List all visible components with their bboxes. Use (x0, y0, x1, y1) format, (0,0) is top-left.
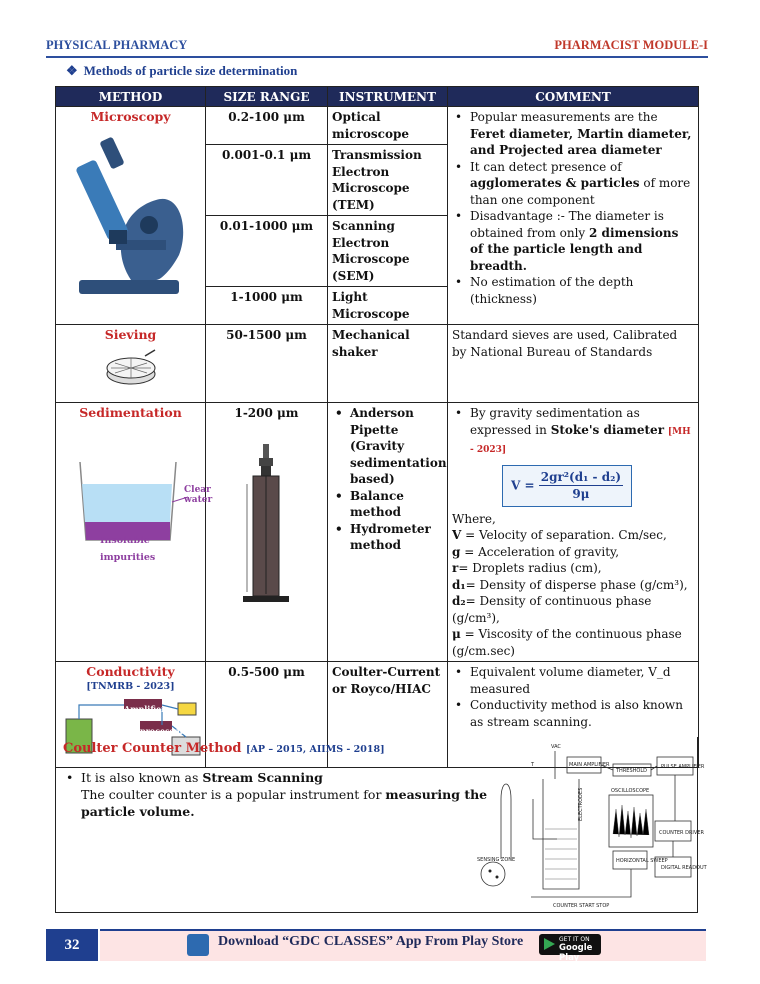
size-range: 1-1000 μm (206, 287, 328, 325)
method-cell-sedimentation (56, 403, 213, 662)
list-item: • By gravity sedimentation as expressed in Stoke's diameter [MH - 2023] (452, 405, 694, 459)
google-play-badge[interactable] (539, 934, 601, 963)
comment-cell (448, 403, 699, 662)
method-cell-microscopy (56, 107, 206, 325)
list-item: • It is also known as Stream Scanning (63, 769, 513, 786)
section-title-text: Methods of particle size determination (83, 63, 298, 78)
definition: g = Acceleration of gravity, (452, 544, 620, 559)
column-header: SIZE RANGE (206, 87, 328, 107)
column-header: INSTRUMENT (328, 87, 448, 107)
coulter-text (63, 769, 513, 820)
size-range: 0.5-500 μm (206, 662, 328, 768)
svg-text:COUNTER DRIVER: COUNTER DRIVER (659, 830, 704, 836)
table-header-row (56, 87, 699, 107)
comment-cell: Standard sieves are used, Calibrated by National Bureau of Standards (448, 325, 699, 403)
size-range: 0.001-0.1 μm (206, 145, 328, 216)
svg-text:OSCILLOSCOPE: OSCILLOSCOPE (611, 788, 650, 794)
andreasen-pipette-icon (237, 444, 297, 604)
instrument: Mechanical shaker (328, 325, 448, 403)
header-rule (46, 56, 708, 58)
instrument-cell (328, 403, 448, 662)
list-item: • It can detect presence of agglomerates & particles of more than one component (452, 159, 694, 209)
size-range: 1-200 μm (234, 406, 299, 420)
badge-big-text: Google Play (559, 943, 593, 963)
method-name: Conductivity (86, 664, 175, 679)
definition: d₁= Density of disperse phase (g/cm³), (452, 577, 688, 592)
instrument: Optical microscope (328, 107, 448, 145)
coulter-description: The coulter counter is a popular instrument for measuring the particle volume. (81, 787, 488, 819)
instrument: Scanning Electron Microscope (SEM) (328, 216, 448, 287)
method-cell-sieving (56, 325, 206, 403)
svg-text:PULSE AMPLIFIER: PULSE AMPLIFIER (661, 764, 705, 770)
reference-tag: [TNMRB - 2023] (86, 680, 175, 692)
definition: V = Velocity of separation. Cm/sec, (452, 528, 667, 542)
page-number: 32 (46, 929, 98, 961)
svg-text:HORIZONTAL SWEEP: HORIZONTAL SWEEP (616, 858, 668, 864)
processor-label: processor (140, 726, 184, 736)
list-item: • Popular measurements are the Feret diameter, Martin diameter, and Projected area diameter (452, 109, 694, 159)
method-name: Sieving (104, 327, 157, 342)
svg-text:T: T (531, 762, 535, 768)
svg-text:ELECTRODES: ELECTRODES (578, 787, 584, 821)
badge-small-text: GET IT ON (559, 936, 590, 943)
svg-text:VAC: VAC (551, 744, 561, 750)
svg-text:SENSING ZONE: SENSING ZONE (477, 857, 516, 863)
comment-cell (448, 107, 699, 325)
running-header-left: PHYSICAL PHARMACY (46, 38, 188, 52)
beaker-label-insoluble: Insoluble impurities (100, 535, 156, 563)
method-name: Microscopy (90, 109, 171, 124)
table-row (56, 403, 699, 662)
definition: r= Droplets radius (cm), (452, 561, 602, 575)
methods-table (55, 86, 699, 768)
column-header: COMMENT (448, 87, 699, 107)
gdc-app-icon (187, 934, 209, 956)
sieve-icon (101, 348, 161, 394)
stokes-formula: V = $\frac{\text{2gr²(d₁ - d₂)}}{9\mu}$ (502, 465, 632, 507)
svg-text:THRESHOLD: THRESHOLD (616, 768, 647, 774)
size-range: 0.01-1000 μm (206, 216, 328, 287)
definition: μ = Viscosity of the continuous phase (g/cm.sec) (452, 627, 682, 658)
diamond-bullet-icon: ❖ (66, 63, 78, 78)
where-label: Where, (452, 511, 496, 526)
list-item: • No estimation of the depth (thickness) (452, 274, 694, 307)
microscope-icon (61, 130, 201, 300)
definition: d₂= Density of continuous phase (g/cm³), (452, 594, 652, 625)
table-row (56, 325, 699, 403)
beaker-label-clear: Clear water (184, 485, 213, 505)
instrument: Coulter-Current or Royco/HIAC (328, 662, 448, 768)
size-range: 50-1500 μm (206, 325, 328, 403)
list-item: • Balance method (332, 488, 443, 521)
list-item: • Equivalent volume diameter, V_d measured (452, 664, 694, 697)
footer-download-text: Download “GDC CLASSES” App From Play Store (218, 934, 524, 949)
instrument: Transmission Electron Microscope (TEM) (328, 145, 448, 216)
svg-text:COUNTER START STOP: COUNTER START STOP (553, 903, 610, 909)
coulter-counter-diagram (471, 739, 707, 909)
instrument: Light Microscope (328, 287, 448, 325)
size-range-cell (206, 403, 328, 662)
column-header: METHOD (56, 87, 206, 107)
running-header-right: PHARMACIST MODULE-I (554, 38, 708, 52)
svg-text:DIGITAL READOUT: DIGITAL READOUT (661, 865, 707, 871)
coulter-counter-section (55, 737, 707, 913)
table-row (56, 107, 699, 145)
list-item: • Hydrometer method (332, 521, 443, 554)
list-item: • Conductivity method is also known as stream scanning. (452, 697, 694, 730)
play-triangle-icon (544, 938, 555, 950)
amplifier-label: Amplifier (124, 704, 166, 714)
method-name: Sedimentation (79, 405, 182, 420)
size-range: 0.2-100 μm (206, 107, 328, 145)
coulter-title: Coulter Counter Method [AP – 2015, AIIMS - 2018] (63, 741, 385, 756)
list-item: • Disadvantage :- The diameter is obtained from only 2 dimensions of the particle length and breadth. (452, 208, 694, 274)
list-item: • Anderson Pipette (Gravity sedimentation based) (332, 405, 443, 488)
svg-text:MAIN AMPLIFIER: MAIN AMPLIFIER (569, 762, 610, 768)
section-title (66, 63, 297, 79)
